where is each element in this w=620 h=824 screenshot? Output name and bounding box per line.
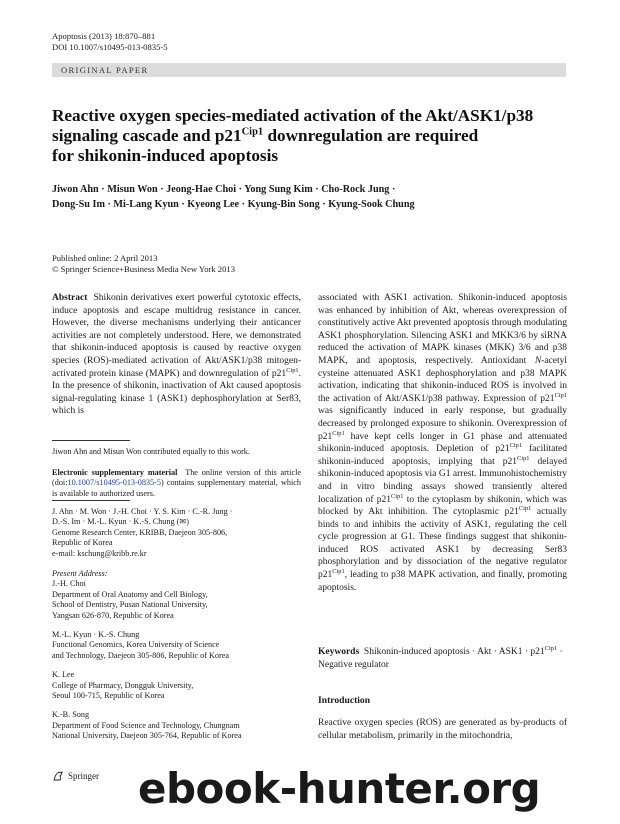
- abstract-right-4: have kept cells longer in G1 phase and attenuated shikonin-induced apoptosis. Depletion of p21: [318, 431, 567, 455]
- present-block-2-line: Functional Genomics, Korea University of Science: [52, 640, 220, 650]
- abstract-sup: Cip1: [517, 454, 530, 462]
- abstract-right-5: facilitated shikonin-induced apoptosis, implying that p21: [318, 444, 567, 467]
- abstract-right-7: to the cytoplasm by shikonin, which was blocked by Akt inhibition. The cytoplasmic p21: [318, 494, 567, 518]
- esm-label: Electronic supplementary material: [52, 468, 178, 477]
- affiliation-main: [52, 507, 301, 559]
- title-line-1: Reactive oxygen species-mediated activation of the Akt/ASK1/p38: [52, 106, 534, 125]
- introduction-heading: Introduction: [318, 695, 371, 706]
- title-line-2: [52, 126, 572, 146]
- abstract-sup: Cip1: [332, 429, 345, 437]
- abstract-sup: Cip1: [332, 567, 345, 575]
- affiliation-email[interactable]: e-mail: kschung@kribb.re.kr: [52, 548, 147, 558]
- present-block-2-line: M.-L. Kyun · K.-S. Chung: [52, 630, 140, 640]
- copyright: © Springer Science+Business Media New York 2013: [52, 264, 235, 275]
- affiliation-names-1: J. Ahn · M. Won · J.-H. Choi · Y. S. Kim · C.-R. Jung ·: [52, 507, 233, 516]
- abstract-sup: Cip1: [554, 391, 567, 399]
- abstract-text-2: . In the presence of shikonin, inactivation of Akt caused apoptosis signal-regulating kinase 1 (ASK1) dephosphorylation at Ser83, which is: [52, 368, 301, 417]
- present-block-1-line: J.-H. Choi: [52, 579, 86, 589]
- affiliation-org: Genome Research Center, KRIBB, Daejeon 305-806,: [52, 527, 228, 537]
- author-list: [52, 182, 572, 213]
- publisher-logo: [52, 770, 99, 782]
- present-block-1-line: School of Dentistry, Pusan National University,: [52, 600, 208, 610]
- abstract-sup: Cip1: [509, 441, 523, 449]
- keywords-label: Keywords: [318, 647, 360, 657]
- title-line-2-pre: signaling cascade and p21: [52, 126, 242, 145]
- springer-horse-icon: [52, 770, 64, 782]
- present-block-4: [52, 710, 301, 741]
- abstract-right-2: -acetyl cysteine attenuated ASK1 dephosphorylation and p38 MAPK activation, indicating that shikonin-induced ROS is involved in the activation of Akt/ASK1/p38 pathway. Expression of p21: [318, 355, 567, 404]
- present-block-1-line: Yangsan 626-870, Republic of Korea: [52, 610, 174, 620]
- abstract-text-1: Shikonin derivatives exert powerful cytotoxic effects, induce apoptosis and escape multidrug resistance in cancer. However, the diverse mechanisms underlying their anticancer activities are not completely understood. Here, we demonstrated that shikonin-induced apoptosis is caused by reactive oxygen species (ROS)-mediated activation of Akt/ASK1/p38 mitogen-activated protein kinase (MAPK) and downregulation of p21: [52, 293, 302, 379]
- present-block-4-line: Department of Food Science and Technology, Chungnam: [52, 720, 240, 730]
- abstract-left: [52, 292, 301, 418]
- esm-text-pre: The online version of this article (doi:: [52, 468, 302, 488]
- title-line-3: for shikonin-induced apoptosis: [52, 146, 279, 165]
- abstract-sup: Cip1: [286, 366, 299, 374]
- section-label: ORIGINAL PAPER: [61, 65, 149, 75]
- journal-doi: DOI 10.1007/s10495-013-0835-5: [52, 42, 168, 52]
- journal-citation: Apoptosis (2013) 18:870–881: [52, 31, 156, 41]
- abstract-right-9: , leading to p38 MAPK activation, and finally, promoting apoptosis.: [318, 570, 567, 593]
- watermark-text: ebook-hunter.org: [138, 764, 541, 813]
- keywords-text-post: · Negative regulator: [318, 647, 563, 670]
- abstract-right-8: actually binds to and inhibits the activity of ASK1, regulating the cell cycle progression at G1. These findings suggest that shikonin-induced ROS activated ASK1 by decreasing Ser83 phosphorylation and by dissociation of the negative regulator p21: [318, 507, 567, 581]
- keywords-text-pre: Shikonin-induced apoptosis · Akt · ASK1 · p21: [363, 647, 545, 657]
- keywords-sup: Cip1: [544, 644, 558, 652]
- footnote-separator: [52, 440, 130, 441]
- present-block-3-line: College of Pharmacy, Dongguk University,: [52, 680, 194, 690]
- abstract-right: [318, 292, 567, 594]
- present-block-1-line: Department of Oral Anatomy and Cell Biology,: [52, 589, 208, 599]
- abstract-right-3: was significantly induced in early response, but gradually decreased by prolonged exposure to shikonin. Overexpression of p21: [318, 406, 567, 442]
- affiliation-country: Republic of Korea: [52, 538, 113, 548]
- published-date: Published online: 2 April 2013: [52, 253, 158, 263]
- abstract-right-1: associated with ASK1 activation. Shikonin-induced apoptosis was enhanced by inhibition of Akt, whereas overexpression of constitutively active Akt prevented apoptosis through modulating ASK1 phosphorylation. Silencing ASK1 and MKK3/6 by siRNA reduced the activation of MAPK kinases (MKK) 3/6 and p38 MAPK, and apoptosis, respectively. Antioxidant: [318, 293, 567, 366]
- title-line-2-post: downregulation are required: [263, 126, 479, 145]
- affiliation-separator: [52, 500, 130, 501]
- esm-doi-link[interactable]: 10.1007/s10495-013-0835-5: [67, 478, 161, 488]
- affiliation-names-2: D.-S. Im · M.-L. Kyun · K.-S. Chung (✉): [52, 517, 189, 527]
- paper-title: [52, 106, 572, 166]
- abstract-right-6: delayed shikonin-induced apoptosis via G1 arrest. Immunohistochemistry and in vitro binding assays showed transiently altered localization of p21: [318, 456, 568, 505]
- authors-line-2: Dong-Su Im · Mi-Lang Kyun · Kyeong Lee · Kyung-Bin Song · Kyung-Sook Chung: [52, 199, 415, 211]
- section-label-bar: [52, 63, 566, 77]
- present-block-1: [52, 579, 301, 621]
- abstract-label: Abstract: [52, 293, 88, 303]
- abstract-sup: Cip1: [391, 492, 404, 500]
- keywords: [318, 646, 567, 671]
- contribution-note: Jiwon Ahn and Misun Won contributed equally to this work.: [52, 447, 250, 456]
- esm-note: [52, 468, 301, 499]
- present-address-label: Present Address:: [52, 569, 108, 578]
- present-block-2: [52, 630, 301, 661]
- abstract-italic-n: N: [534, 355, 542, 366]
- present-block-3: [52, 670, 301, 701]
- authors-line-1: Jiwon Ahn · Misun Won · Jeong-Hae Choi · Yong Sung Kim · Cho-Rock Jung ·: [52, 184, 396, 195]
- title-superscript: Cip1: [241, 126, 264, 138]
- introduction-text: Reactive oxygen species (ROS) are generated as by-products of cellular metabolism, primarily in the mitochondria,: [318, 718, 567, 741]
- present-block-3-line: Seoul 100-715, Republic of Korea: [52, 691, 165, 701]
- present-block-4-line: K.-B. Song: [52, 710, 90, 720]
- present-block-2-line: and Technology, Daejeon 305-806, Republic of Korea: [52, 650, 229, 660]
- abstract-sup: Cip1: [518, 504, 532, 512]
- publication-info: [52, 253, 235, 275]
- present-address: [52, 569, 301, 742]
- present-block-4-line: National University, Daejeon 305-764, Republic of Korea: [52, 731, 242, 741]
- present-block-3-line: K. Lee: [52, 670, 75, 680]
- publisher-name: Springer: [68, 771, 99, 781]
- esm-text-post: ) contains supplementary material, which is available to authorized users.: [52, 478, 301, 498]
